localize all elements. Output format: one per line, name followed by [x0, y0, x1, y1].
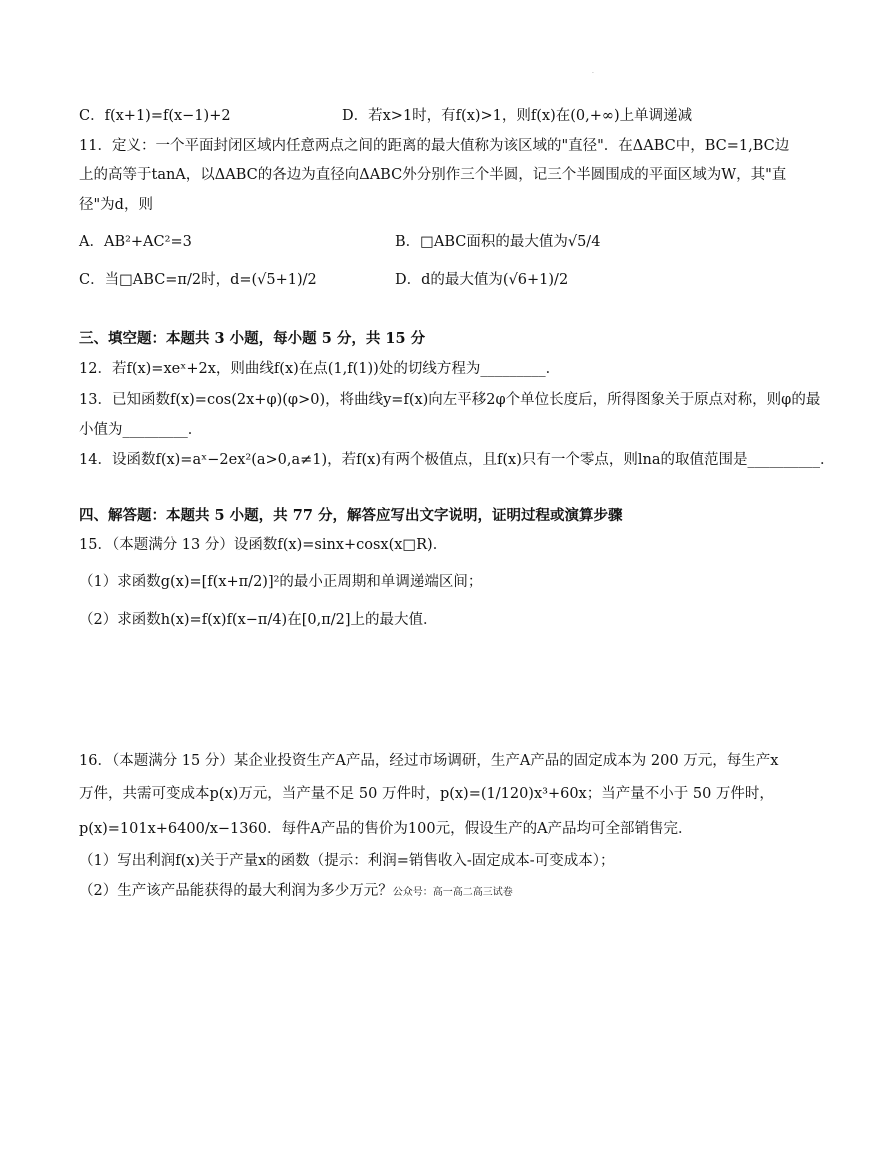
- q16-line-1: 16．（本题满分 15 分）某企业投资生产A产品，经过市场调研，生产A产品的固定成本为 200 万元，每生产x: [79, 753, 779, 769]
- q15-part-1: （1）求函数g(x)=[f(x+π/2)]²的最小正周期和单调递端区间；: [79, 574, 483, 590]
- q16-line-3: p(x)=101x+6400/x−1360．每件A产品的售价为100元，假设生产的A产品均可全部销售完．: [79, 821, 693, 837]
- q11-line-1: 11．定义：一个平面封闭区域内任意两点之间的距离的最大值称为该区域的"直径"．在ΔABC中，BC=1,BC边: [79, 138, 790, 154]
- q13-line-1: 13．已知函数f(x)=cos(2x+φ)(φ>0)，将曲线y=f(x)向左平移2φ个单位长度后，所得图象关于原点对称，则φ的最: [79, 392, 821, 408]
- q11-option-a: A．AB²+AC²=3: [79, 234, 192, 250]
- q11-line-3: 径"为d，则: [79, 197, 153, 213]
- q10-option-c: C．f(x+1)=f(x−1)+2: [79, 108, 231, 124]
- footer-note: 公众号：高一高二高三试卷: [392, 887, 513, 898]
- q16-line-2: 万件，共需可变成本p(x)万元，当产量不足 50 万件时，p(x)=(1/120)x³+60x；当产量不小于 50 万件时，: [79, 786, 774, 802]
- decorative-dot: ·: [592, 70, 594, 77]
- q15-part-2: （2）求函数h(x)=f(x)f(x−π/4)在[0,π/2]上的最大值．: [79, 612, 438, 628]
- section3-heading: 三、填空题：本题共 3 小题，每小题 5 分，共 15 分: [79, 330, 426, 347]
- q16-part-2: （2）生产该产品能获得的最大利润为多少万元？: [79, 883, 393, 899]
- q15-stem: 15．（本题满分 13 分）设函数f(x)=sinx+cosx(x□R)．: [79, 537, 448, 553]
- section4-heading: 四、解答题：本题共 5 小题，共 77 分，解答应写出文字说明，证明过程或演算步骤: [79, 507, 623, 524]
- q14-text: 14．设函数f(x)=aˣ−2ex²(a>0,a≠1)，若f(x)有两个极值点，且f(x)只有一个零点，则lna的取值范围是__________．: [79, 452, 835, 468]
- q11-option-c: C．当□ABC=π/2时，d=(√5+1)/2: [79, 272, 317, 288]
- q10-option-d: D．若x>1时，有f(x)>1，则f(x)在(0,+∞)上单调递减: [342, 108, 693, 124]
- q12-text: 12．若f(x)=xeˣ+2x，则曲线f(x)在点(1,f(1))处的切线方程为_________．: [79, 361, 561, 377]
- q16-part-2-row: [79, 881, 819, 903]
- q11-option-d: D．d的最大值为(√6+1)/2: [395, 272, 569, 288]
- q16-part-1: （1）写出利润f(x)关于产量x的函数（提示：利润=销售收入-固定成本-可变成本）；: [79, 853, 615, 869]
- q11-line-2: 上的高等于tanA，以ΔABC的各边为直径向ΔABC外分别作三个半圆，记三个半圆围成的平面区域为W，其"直: [79, 167, 787, 183]
- q11-option-b: B．□ABC面积的最大值为√5/4: [395, 234, 601, 250]
- q13-line-2: 小值为_________．: [79, 422, 203, 438]
